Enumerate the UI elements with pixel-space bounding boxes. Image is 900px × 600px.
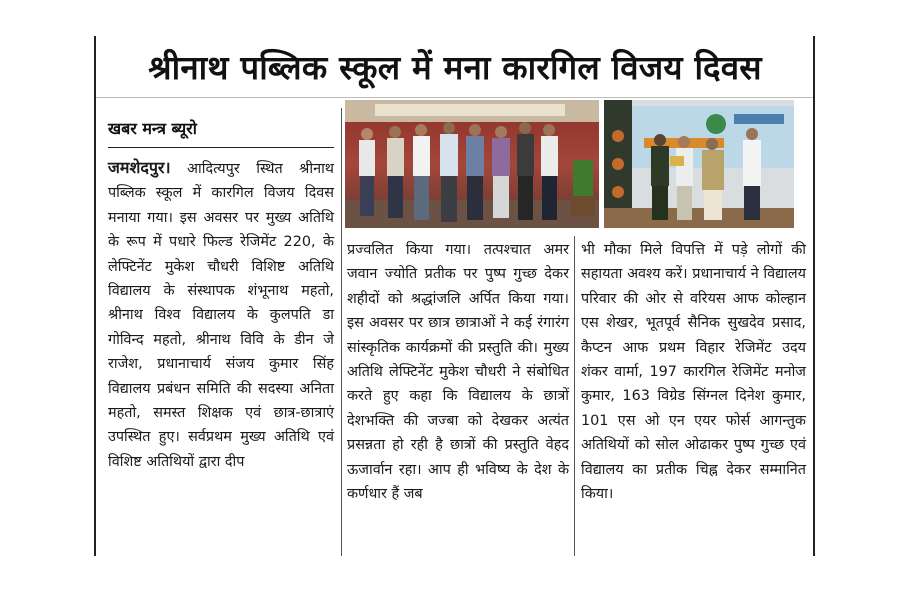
column-separator-2 bbox=[574, 236, 575, 556]
column-2-text: प्रज्वलित किया गया। तत्पश्चात अमर जवान ज्योति प्रतीक पर पुष्प गुच्छ देकर शहीदों को श्रद्धांजलि अर्पित किया गया। इस अवसर पर छात्र छात्राओं ने कई रंगारंग सांस्कृतिक कार्यक्रमों की प्रस्तुति की। मुख्य अतिथि लेफ्टिनेंट मुकेश चौधरी ने संबोधित करते हुए कहा कि विद्यालय के छात्रों देशभक्ति की जज्बा को देखकर अत्यंत प्रसन्नता हो रही है छात्रों की प्रस्तुति वेहद ऊजार्वान रहा। आप ही भविष्य के देश के कर्णधार हैं जब bbox=[347, 242, 569, 503]
photo-felicitation-ceremony bbox=[604, 100, 794, 228]
left-border-rule bbox=[94, 36, 96, 556]
article-column-2 bbox=[347, 238, 569, 506]
byline: खबर मन्त्र ब्यूरो bbox=[108, 119, 197, 138]
headline-underline bbox=[96, 97, 813, 98]
photo-group-of-guests bbox=[345, 100, 599, 228]
article-column-3 bbox=[581, 238, 806, 506]
dateline: जमशेदपुर। bbox=[108, 158, 171, 177]
right-border-rule bbox=[813, 36, 815, 556]
article-column-1 bbox=[108, 156, 334, 474]
column-1-text: आदित्यपुर स्थित श्रीनाथ पब्लिक स्कूल में कारगिल विजय दिवस मनाया गया। इस अवसर पर मुख्य अतिथि के रूप में पधारे फिल्ड रेजिमेंट 220, के लेफ्टिनेंट मुकेश चौधरी विशिष्ट अतिथि विद्यालय के संस्थापक शंभूनाथ महतो, श्रीनाथ विश्व विद्यालय के कुलपति डा गोविन्द महतो, श्रीनाथ विवि के डीन जे राजेश, प्रधानाचार्य संजय कुमार सिंह विद्यालय प्रबंधन समिति की सदस्या अनिता महतो, समस्त शिक्षक एवं छात्र-छात्राएं उपस्थित हुए। सर्वप्रथम मुख्य अतिथि एवं विशिष्ट अतिथियों द्वारा दीप bbox=[108, 161, 334, 470]
headline: श्रीनाथ पब्लिक स्कूल में मना कारगिल विजय दिवस bbox=[148, 48, 762, 87]
column-3-text: भी मौका मिले विपत्ति में पड़े लोगों की सहायता अवश्य करें। प्रधानाचार्य ने विद्यालय परिवार की ओर से वरियस आफ कोल्हान एस शेखर, भूतपूर्व सैनिक सुखदेव प्रसाद, कैप्टन आफ प्रथम विहार रेजिमेंट उदय शंकर वार्मा, 197 कारगिल रेजिमेंट मनोज कुमार, 163 विग्रेड सिंग्नल दिनेश कुमार, 101 एस ओ एन एयर फोर्स आगन्तुक अतिथियों को सोल ओढाकर पुष्प गुच्छ एवं विद्यालय का प्रतीक चिह्न देकर सम्मानित किया। bbox=[581, 242, 806, 503]
column-separator-1 bbox=[341, 108, 342, 556]
byline-rule bbox=[108, 147, 334, 148]
